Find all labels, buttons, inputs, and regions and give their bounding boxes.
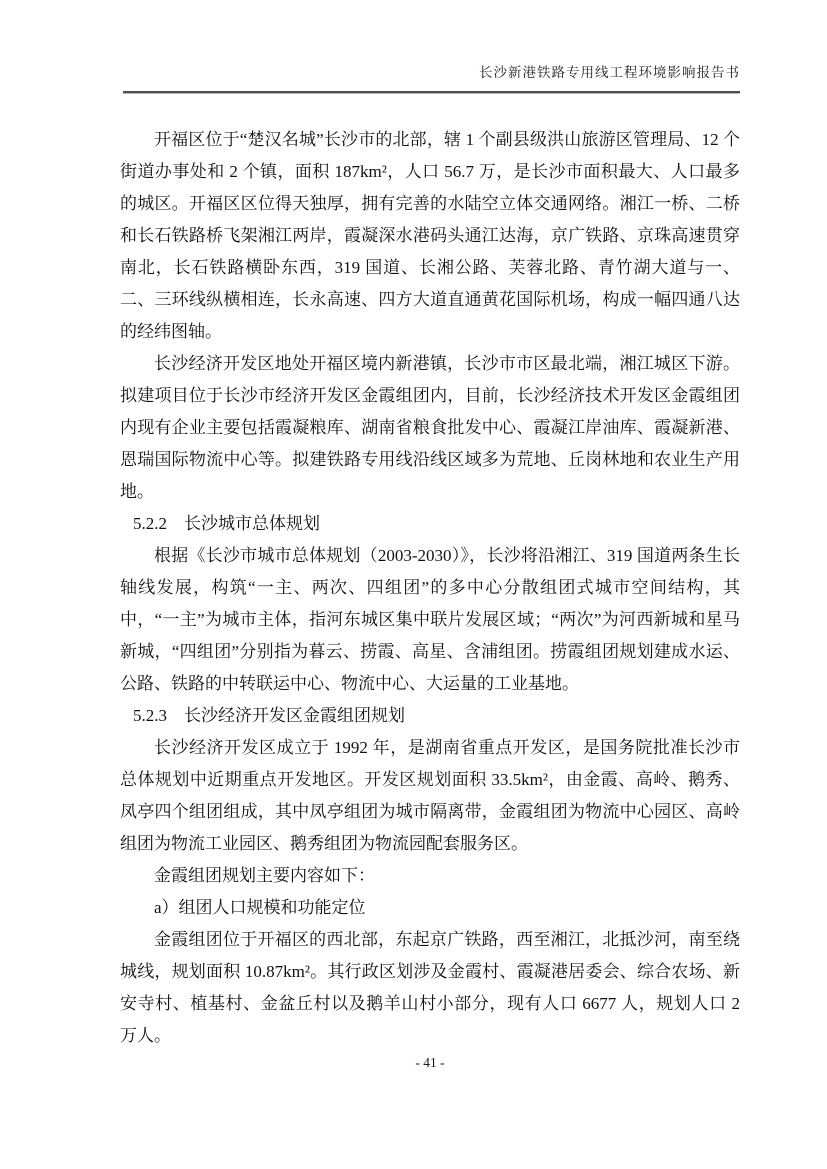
header-title: 长沙新港铁路专用线工程环境影响报告书 [479, 65, 740, 80]
page-header [123, 60, 740, 94]
page-number: - 41 - [415, 1055, 445, 1070]
paragraph-kaifu-district-overview: 开福区位于“楚汉名城”长沙市的北部，辖 1 个副县级洪山旅游区管理局、12 个街道办事处和 2 个镇，面积 187km²，人口 56.7 万，是长沙市面积最大、人口最多的城区。开福区区位得天独厚，拥有完善的水陆空立体交通网络。湘江一桥、二桥和长石铁路桥飞架湘江两岸，霞凝深水港码头通江达海，京广铁路、京珠高速贯穿南北，长石铁路横卧东西，319 国道、长湘公路、芙蓉北路、青竹湖大道与一、二、三环线纵横相连，长永高速、四方大道直通黄花国际机场，构成一幅四通八达的经纬图轴。 [120, 130, 740, 341]
page-footer [120, 1051, 740, 1075]
paragraph-jinxia-boundaries-population: 金霞组团位于开福区的西北部，东起京广铁路，西至湘江，北抵沙河，南至绕城线，规划面积 10.87km²。其行政区划涉及金霞村、霞凝港居委会、综合农场、新安寺村、植基村、金盆丘村以及鹅羊山村小部分，现有人口 6677 人，规划人口 2 万人。 [120, 930, 740, 1045]
paragraph-jinxia-plan-intro: 金霞组团规划主要内容如下： [154, 866, 375, 885]
paragraph-development-zone-composition: 长沙经济开发区成立于 1992 年，是湖南省重点开发区，是国务院批准长沙市总体规划中近期重点开发地区。开发区规划面积 33.5km²，由金霞、高岭、鹅秀、凤亭四个组团组成，其中凤亭组团为城市隔离带，金霞组团为物流中心园区、高岭组团为物流工业园区、鹅秀组团为物流园配套服务区。 [120, 738, 740, 853]
header-rule [123, 91, 740, 94]
document-body [120, 124, 740, 1052]
paragraph-city-master-plan-details: 根据《长沙市城市总体规划（2003-2030）》，长沙将沿湘江、319 国道两条生长轴线发展，构筑“一主、两次、四组团”的多中心分散组团式城市空间结构，其中，“一主”为城市主体，指河东城区集中联片发展区域；“两次”为河西新城和星马新城，“四组团”分别指为暮云、捞霞、高星、含浦组团。捞霞组团规划建成水运、公路、铁路的中转联运中心、物流中心、大运量的工业基地。 [120, 546, 740, 693]
paragraph-changsha-economic-zone-location: 长沙经济开发区地处开福区境内新港镇，长沙市市区最北端，湘江城区下游。拟建项目位于长沙市经济开发区金霞组团内，目前，长沙经济技术开发区金霞组团内现有企业主要包括霞凝粮库、湖南省粮食批发中心、霞凝江岸油库、霞凝新港、恩瑞国际物流中心等。拟建铁路专用线沿线区域多为荒地、丘岗林地和农业生产用地。 [120, 354, 740, 501]
heading-5-2-3-jinxia-cluster-plan: 5.2.3 长沙经济开发区金霞组团规划 [133, 706, 405, 725]
heading-5-2-2-city-master-plan: 5.2.2 长沙城市总体规划 [133, 514, 320, 533]
paragraph-item-a-population-function: a）组团人口规模和功能定位 [154, 898, 366, 917]
